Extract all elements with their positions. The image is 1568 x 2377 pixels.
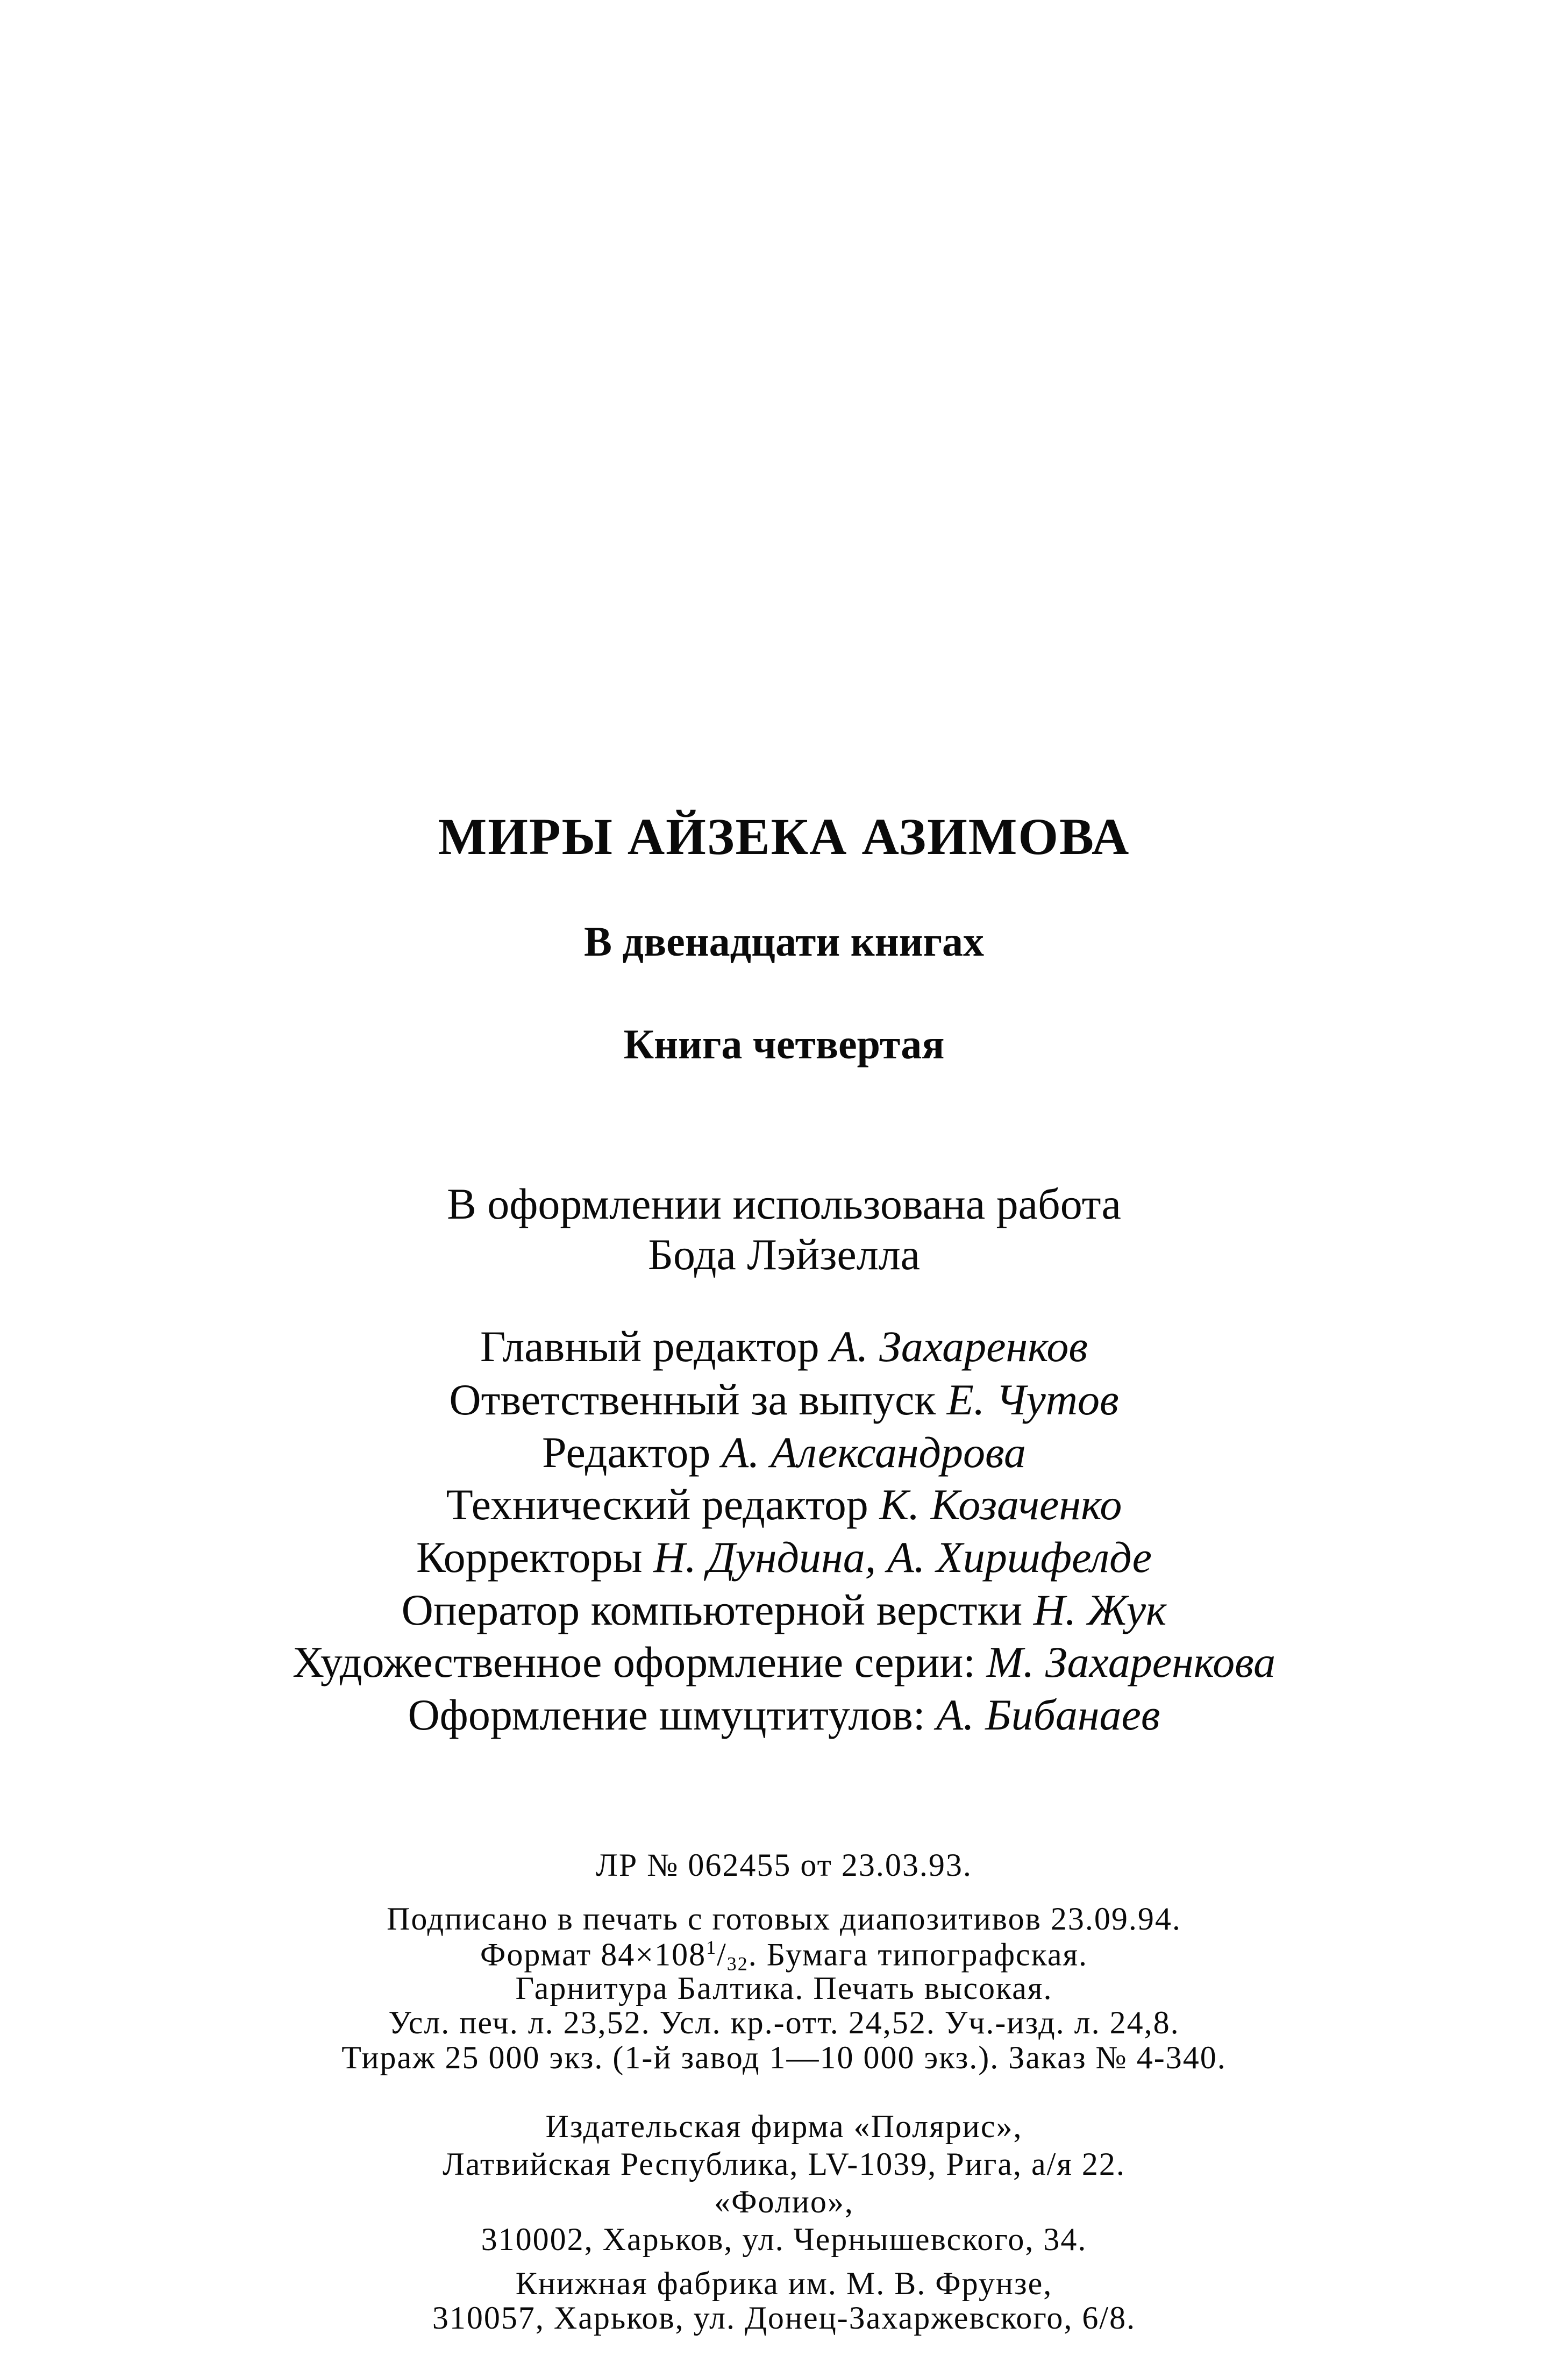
credit-layout-operator [0, 1585, 1568, 1634]
publisher-line-2: Латвийская Республика, LV-1039, Рига, а/я 22. [443, 2146, 1125, 2182]
signed-to-print: Подписано в печать с готовых диапозитивов 23.09.94. [387, 1901, 1181, 1937]
design-note-line-1: В оформлении использована работа [447, 1179, 1121, 1228]
credit-name: Е. Чутов [946, 1375, 1119, 1424]
format-fraction-numerator: 1 [706, 1937, 717, 1958]
credit-role: Редактор [541, 1428, 711, 1477]
format-suffix: . Бумага типографская. [748, 1937, 1088, 1973]
credit-name: Н. Жук [1033, 1585, 1167, 1634]
publisher-line-1: Издательская фирма «Полярис», [545, 2109, 1023, 2144]
format-fraction-denominator: 32 [726, 1953, 749, 1975]
credit-name: К. Козаченко [879, 1480, 1122, 1529]
credit-role: Ответственный за выпуск [449, 1375, 936, 1424]
paper-format: Формат $84\times 108^1/_{32}$. Бумага типографская. [480, 1937, 1088, 1975]
series-title: МИРЫ АЙЗЕКА АЗИМОВА [438, 808, 1130, 865]
volumes-note: В двенадцати книгах [583, 918, 985, 965]
credit-chief-editor [0, 1322, 1568, 1371]
print-run: Тираж 25 000 экз. (1-й завод 1—10 000 экз.). Заказ № 4-340. [341, 2040, 1227, 2075]
credit-role: Главный редактор [480, 1322, 819, 1371]
format-prefix: Формат 84×108 [480, 1937, 707, 1973]
credit-role: Оформление шмуцтитулов: [408, 1690, 925, 1739]
sheet-counts: Усл. печ. л. 23,52. Усл. кр.-отт. 24,52. Уч.-изд. л. 24,8. [388, 2005, 1180, 2040]
credit-name: А. Александрова [721, 1428, 1027, 1477]
credit-responsible [0, 1375, 1568, 1424]
credit-name: А. Бибанаев [936, 1690, 1160, 1739]
credit-editor [0, 1428, 1568, 1477]
publisher-line-5: Книжная фабрика им. М. В. Фрунзе, [515, 2266, 1053, 2301]
license-number: ЛР № 062455 от 23.03.93. [596, 1847, 972, 1883]
book-number: Книга четвертая [623, 1021, 945, 1067]
credit-technical-editor [0, 1480, 1568, 1529]
credit-role: Технический редактор [446, 1480, 868, 1529]
publisher-line-4: 310002, Харьков, ул. Чернышевского, 34. [481, 2222, 1087, 2257]
credit-role: Оператор компьютерной верстки [401, 1585, 1023, 1634]
credit-name: Н. Дундина, А. Хиршфелде [653, 1533, 1152, 1582]
design-note-line-2: Бода Лэйзелла [647, 1230, 921, 1279]
publisher-line-3: «Фолио», [714, 2184, 854, 2219]
credit-role: Художественное оформление серии: [292, 1638, 976, 1686]
typeface-info: Гарнитура Балтика. Печать высокая. [515, 1970, 1053, 2006]
credit-series-design [0, 1640, 1568, 1684]
credit-name: А. Захаренков [830, 1322, 1088, 1371]
credit-proofreaders [0, 1533, 1568, 1582]
credit-name: М. Захаренкова [986, 1638, 1276, 1686]
credit-half-titles [0, 1690, 1568, 1739]
publisher-line-6: 310057, Харьков, ул. Донец-Захаржевского, 6/8. [432, 2300, 1136, 2336]
credit-role: Корректоры [416, 1533, 643, 1582]
